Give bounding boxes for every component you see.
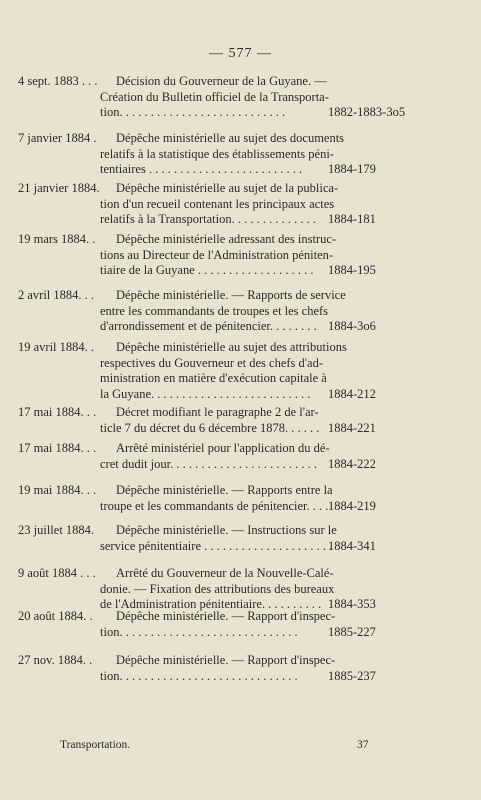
entry-description-line: tentiaires . . . . . . . . . . . . . . . . . . . . . . . . .	[100, 162, 303, 176]
entry-description	[100, 232, 337, 279]
entry-description-line: Arrêté ministériel pour l'application du dé-	[116, 441, 330, 455]
entry-description	[100, 483, 333, 514]
entry-description-line: Dépêche ministérielle au sujet des attributions	[116, 340, 347, 354]
entry-description	[100, 609, 336, 640]
entry-reference: 1884-195	[328, 263, 376, 277]
entry-description-line: tiaire de la Guyane . . . . . . . . . . . . . . . . . . .	[100, 263, 314, 277]
entry-reference: 1884-221	[328, 420, 376, 435]
index-entry	[0, 340, 481, 402]
entry-description-line: Dépêche ministérielle. — Rapport d'inspec-	[116, 609, 336, 623]
index-entry	[0, 131, 481, 178]
entry-description-line: Décret modifiant le paragraphe 2 de l'ar-	[116, 405, 319, 419]
entry-description-line: donie. — Fixation des attributions des bureaux	[100, 581, 335, 596]
entry-description-line: tion d'un recueil contenant les principaux actes	[100, 196, 335, 211]
entry-description-line: Dépêche ministérielle au sujet de la publica-	[116, 181, 339, 195]
entry-description-line: tion. . . . . . . . . . . . . . . . . . . . . . . . . . . . .	[100, 624, 298, 639]
entry-date: 19 mai 1884. . .	[18, 483, 97, 497]
entry-reference: 1884-3o6	[328, 319, 376, 333]
index-entry	[0, 609, 481, 640]
entry-description-line: relatifs à la statistique des établissements péni-	[100, 146, 334, 161]
entry-description-line: Création du Bulletin officiel de la Transporta-	[100, 89, 329, 104]
entry-description-line: ticle 7 du décret du 6 décembre 1878. . . . . .	[100, 420, 320, 435]
entry-description-line: Dépêche ministérielle. — Instructions sur le	[116, 523, 337, 537]
entry-description	[100, 288, 346, 335]
entry-description	[100, 181, 339, 228]
entry-description-line: service pénitentiaire . . . . . . . . . . . . . . . . . . . . .	[100, 538, 333, 553]
entry-description	[100, 441, 330, 472]
entry-reference: 1884-222	[328, 456, 376, 471]
entry-description-line: Arrêté du Gouverneur de la Nouvelle-Calé-	[116, 566, 334, 580]
entry-reference: 1884-219	[328, 498, 376, 513]
entry-description	[100, 131, 345, 178]
entry-description-line: cret dudit jour. . . . . . . . . . . . . . . . . . . . . . . .	[100, 456, 317, 471]
footer-section-title: Transportation.	[60, 739, 131, 751]
entry-description-line: la Guyane. . . . . . . . . . . . . . . . . . . . . . . . . .	[100, 386, 311, 401]
entry-reference: 1885-227	[328, 624, 376, 639]
entry-description	[100, 74, 329, 121]
index-entry	[0, 523, 481, 554]
entry-reference: 1884-212	[328, 386, 376, 401]
entry-description-line: Décision du Gouverneur de la Guyane. —	[116, 74, 327, 88]
index-entry	[0, 181, 481, 228]
index-entry	[0, 405, 481, 436]
entry-description	[100, 566, 335, 613]
page-number: — 577 —	[209, 46, 272, 61]
entry-date: 27 nov. 1884. .	[18, 653, 93, 667]
entry-date: 21 janvier 1884.	[18, 181, 100, 195]
entry-date: 2 avril 1884. . .	[18, 288, 95, 302]
entry-reference: 1884-181	[328, 212, 376, 226]
entry-description-line: Dépêche ministérielle adressant des instruc-	[116, 232, 337, 246]
footer-signature-number: 37	[357, 739, 369, 751]
entry-description-line: tion. . . . . . . . . . . . . . . . . . . . . . . . . . .	[100, 105, 286, 119]
entry-date: 17 mai 1884. . .	[18, 441, 97, 455]
entry-description-line: respectives du Gouverneur et des chefs d'ad-	[100, 355, 323, 370]
entry-reference: 1882-1883-3o5	[328, 105, 406, 119]
entry-description-line: relatifs à la Transportation. . . . . . . . . . . . . .	[100, 212, 316, 226]
entry-reference: 1884-179	[328, 162, 376, 176]
entry-description	[100, 653, 336, 684]
entry-description-line: Dépêche ministérielle au sujet des documents	[116, 131, 345, 145]
entry-description-line: de l'Administration pénitentiaire. . . . . . . . . .	[100, 597, 322, 611]
entry-description-line: tions au Directeur de l'Administration péniten-	[100, 247, 334, 262]
entry-reference: 1884-353	[328, 597, 376, 611]
index-entry	[0, 74, 481, 121]
entry-date: 4 sept. 1883 . . .	[18, 74, 98, 88]
entry-reference: 1885-237	[328, 668, 376, 683]
entry-description-line: entre les commandants de troupes et les chefs	[100, 303, 329, 318]
entry-description-line: ministration en matière d'exécution capitale à	[100, 371, 327, 385]
entry-date: 23 juillet 1884.	[18, 523, 95, 537]
index-entry	[0, 288, 481, 335]
entry-date: 20 août 1884. .	[18, 609, 93, 623]
entry-description-line: Dépêche ministérielle. — Rapports entre la	[116, 483, 333, 497]
entry-description-line: tion. . . . . . . . . . . . . . . . . . . . . . . . . . . . .	[100, 668, 298, 683]
entry-description-line: d'arrondissement et de pénitencier. . . . . . . .	[100, 319, 317, 333]
entry-date: 19 mars 1884. .	[18, 232, 96, 246]
entry-description-line: troupe et les commandants de pénitencier. . . .	[100, 498, 329, 513]
entry-date: 9 août 1884 . . .	[18, 566, 96, 580]
index-entry	[0, 566, 481, 613]
entry-description-line: Dépêche ministérielle. — Rapports de service	[116, 288, 346, 302]
entry-reference: 1884-341	[328, 538, 376, 553]
entry-description	[100, 405, 322, 436]
index-entry	[0, 232, 481, 279]
entry-date: 19 avril 1884. .	[18, 340, 95, 354]
entry-date: 17 mai 1884. . .	[18, 405, 97, 419]
entry-description	[100, 340, 347, 402]
index-entry	[0, 653, 481, 684]
entry-description	[100, 523, 337, 554]
entry-date: 7 janvier 1884 .	[18, 131, 97, 145]
index-entry	[0, 483, 481, 514]
entry-description-line: Dépêche ministérielle. — Rapport d'inspec-	[116, 653, 336, 667]
index-entry	[0, 441, 481, 472]
